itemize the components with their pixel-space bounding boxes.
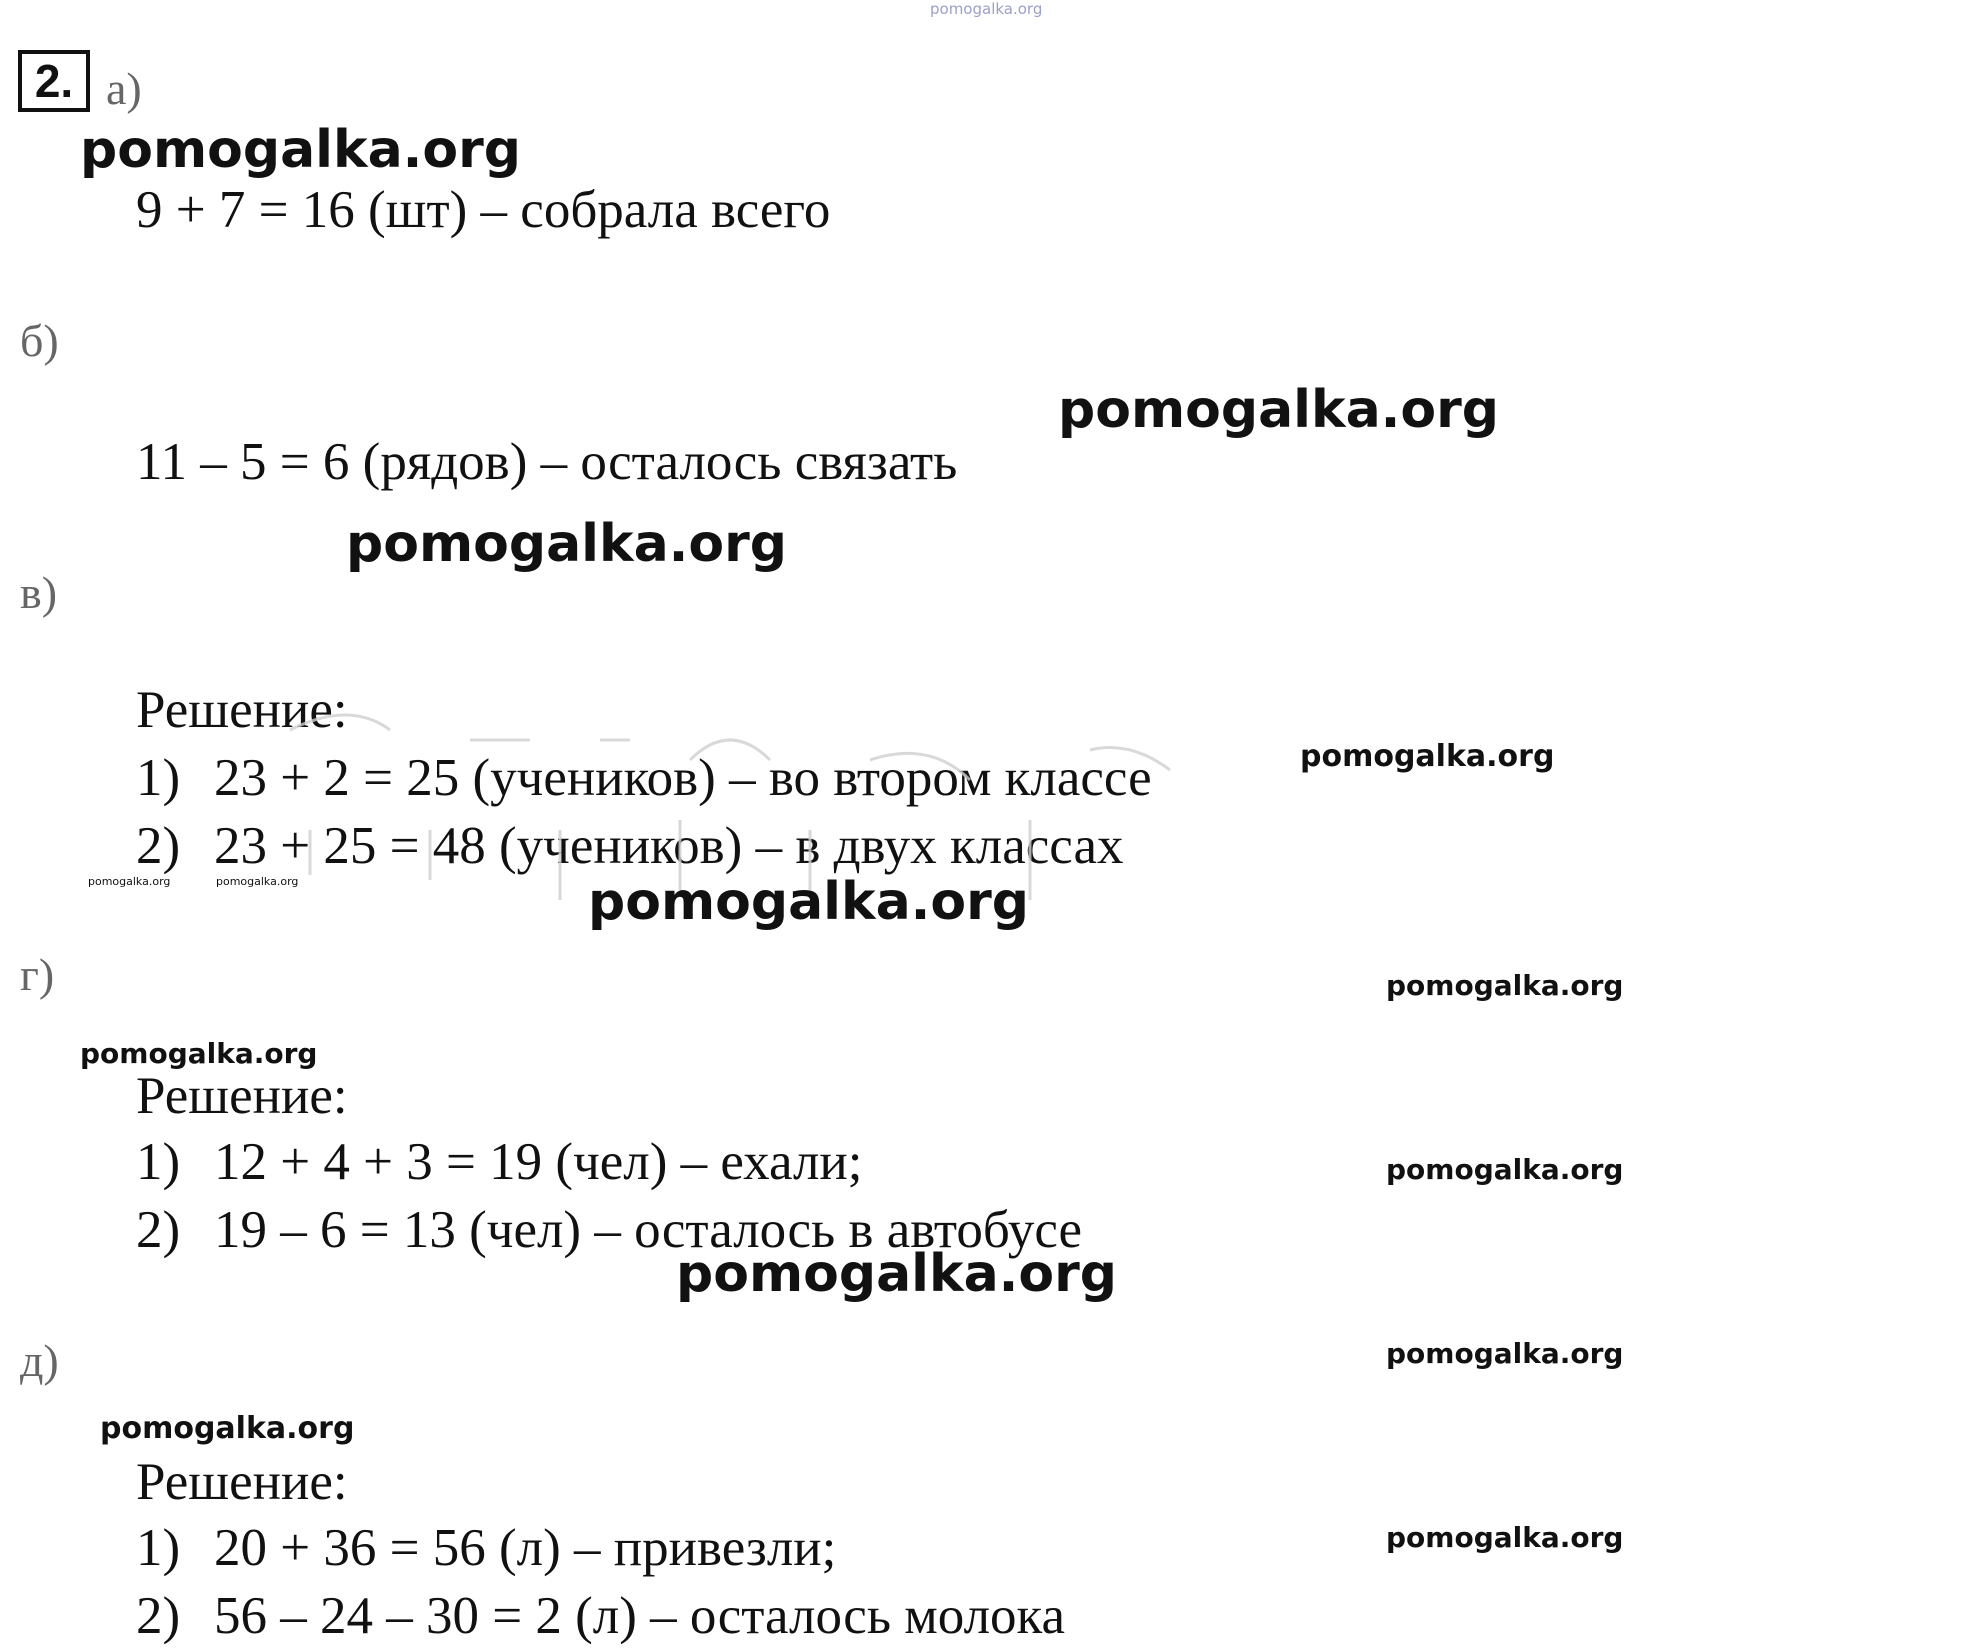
- watermark-top: pomogalka.org: [930, 0, 1043, 18]
- task-number-box: 2.: [18, 50, 90, 112]
- part-v-letter: в): [20, 567, 58, 618]
- part-d-step: [136, 1519, 837, 1577]
- step-text: 19 – 6 = 13 (чел) – осталось в автобусе: [214, 1201, 1083, 1259]
- part-v-heading: Решение:: [136, 681, 348, 739]
- part-b-solution-line: 11 – 5 = 6 (рядов) – осталось связать: [136, 433, 958, 491]
- step-text: 23 + 25 = 48 (учеников) – в двух классах: [214, 817, 1124, 875]
- part-g-letter: г): [20, 949, 55, 1000]
- watermark: pomogalka.org: [1300, 739, 1555, 774]
- step-text: 56 – 24 – 30 = 2 (л) – осталось молока: [214, 1587, 1066, 1645]
- watermark: pomogalka.org: [100, 1411, 355, 1446]
- step-number: 1): [136, 1519, 181, 1577]
- watermark: pomogalka.org: [1386, 1153, 1624, 1186]
- step-text: 12 + 4 + 3 = 19 (чел) – ехали;: [214, 1133, 863, 1191]
- part-b-letter: б): [20, 315, 59, 366]
- watermark: pomogalka.org: [1386, 969, 1624, 1002]
- watermark: pomogalka.org: [1058, 380, 1500, 440]
- part-d-letter: д): [20, 1335, 59, 1386]
- step-number: 2): [136, 1201, 181, 1259]
- watermark: pomogalka.org: [80, 120, 522, 180]
- step-text: 23 + 2 = 25 (учеников) – во втором классе: [214, 749, 1152, 807]
- step-text: 20 + 36 = 56 (л) – привезли;: [214, 1519, 837, 1577]
- part-d-step: [136, 1587, 1066, 1645]
- watermark: pomogalka.org: [676, 1244, 1118, 1304]
- watermark-small: pomogalka.org: [216, 875, 299, 888]
- part-a-letter: а): [106, 63, 142, 114]
- watermark: pomogalka.org: [80, 1037, 318, 1070]
- watermark: pomogalka.org: [346, 514, 788, 574]
- step-number: 1): [136, 749, 181, 807]
- part-g-heading: Решение:: [136, 1067, 348, 1125]
- watermark: pomogalka.org: [1386, 1337, 1624, 1370]
- part-d-heading: Решение:: [136, 1453, 348, 1511]
- watermark: pomogalka.org: [588, 872, 1030, 932]
- step-number: 1): [136, 1133, 181, 1191]
- watermark-small: pomogalka.org: [88, 875, 171, 888]
- step-number: 2): [136, 1587, 181, 1645]
- step-number: 2): [136, 817, 181, 875]
- watermark: pomogalka.org: [1386, 1521, 1624, 1554]
- part-g-step: [136, 1133, 863, 1191]
- part-a-solution-line: 9 + 7 = 16 (шт) – собрала всего: [136, 181, 831, 239]
